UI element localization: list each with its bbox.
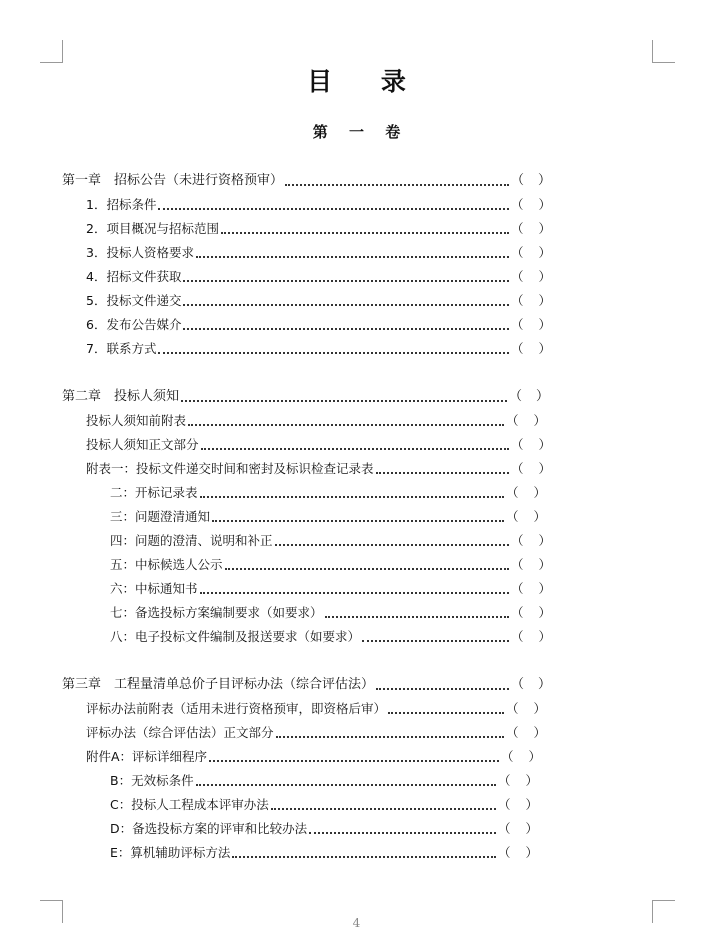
open-paren: （ bbox=[506, 413, 519, 428]
toc-entry[interactable] bbox=[110, 817, 538, 841]
open-paren: （ bbox=[511, 629, 524, 644]
toc-entry-label: C：投标人工程成本评审办法 bbox=[110, 797, 269, 812]
close-paren: ） bbox=[538, 317, 551, 332]
open-paren: （ bbox=[511, 605, 524, 620]
open-paren: （ bbox=[511, 581, 524, 596]
dot-leader bbox=[183, 313, 509, 337]
close-paren: ） bbox=[528, 749, 541, 764]
open-paren: （ bbox=[511, 197, 524, 212]
dot-leader bbox=[232, 841, 496, 865]
toc-entry[interactable] bbox=[86, 289, 551, 313]
open-paren: （ bbox=[511, 173, 525, 188]
toc-entry[interactable] bbox=[86, 745, 541, 769]
close-paren: ） bbox=[538, 245, 551, 260]
page-ref-placeholder bbox=[501, 745, 541, 769]
open-paren: （ bbox=[511, 533, 524, 548]
open-paren: （ bbox=[511, 317, 524, 332]
open-paren: （ bbox=[511, 221, 524, 236]
toc-entry-label: E：算机辅助评标方法 bbox=[110, 845, 231, 860]
open-paren: （ bbox=[506, 509, 519, 524]
toc-entry[interactable] bbox=[110, 625, 551, 649]
page-ref-placeholder bbox=[511, 289, 551, 313]
dot-leader bbox=[196, 241, 509, 265]
open-paren: （ bbox=[511, 557, 524, 572]
open-paren: （ bbox=[498, 821, 511, 836]
open-paren: （ bbox=[506, 725, 519, 740]
page-ref-placeholder bbox=[498, 793, 538, 817]
open-paren: （ bbox=[498, 797, 511, 812]
dot-leader bbox=[209, 745, 499, 769]
toc-entry[interactable] bbox=[86, 697, 546, 721]
toc-entry[interactable] bbox=[110, 793, 538, 817]
open-paren: （ bbox=[506, 701, 519, 716]
page-title: 目 录 bbox=[307, 67, 426, 96]
toc-chapter-entry[interactable] bbox=[62, 385, 549, 409]
dot-leader bbox=[201, 433, 509, 457]
page-ref-placeholder bbox=[506, 505, 546, 529]
dot-leader bbox=[271, 793, 496, 817]
volume-heading: 第 一 卷 bbox=[312, 123, 409, 141]
open-paren: （ bbox=[511, 437, 524, 452]
toc-entry-label: 附表一：投标文件递交时间和密封及标识检查记录表 bbox=[86, 461, 374, 476]
open-paren: （ bbox=[498, 845, 511, 860]
close-paren: ） bbox=[538, 341, 551, 356]
close-paren: ） bbox=[538, 533, 551, 548]
toc-entry-label: 附件A：评标详细程序 bbox=[86, 749, 208, 764]
close-paren: ） bbox=[538, 557, 551, 572]
dot-leader bbox=[158, 337, 509, 361]
toc-entry-label: 5．投标文件递交 bbox=[86, 293, 182, 308]
close-paren: ） bbox=[538, 581, 551, 596]
page-ref-placeholder bbox=[498, 817, 538, 841]
close-paren: ） bbox=[538, 269, 551, 284]
toc-entry[interactable] bbox=[110, 841, 538, 865]
toc-entry[interactable] bbox=[86, 457, 551, 481]
dot-leader bbox=[225, 553, 509, 577]
page-number: 4 bbox=[352, 916, 361, 930]
close-paren: ） bbox=[537, 677, 551, 692]
close-paren: ） bbox=[538, 629, 551, 644]
dot-leader bbox=[388, 697, 504, 721]
toc-entry[interactable] bbox=[86, 433, 551, 457]
toc-entry[interactable] bbox=[110, 529, 551, 553]
toc-entry-label: 七：备选投标方案编制要求（如要求） bbox=[110, 605, 323, 620]
dot-leader bbox=[276, 721, 504, 745]
page-ref-placeholder bbox=[506, 721, 546, 745]
close-paren: ） bbox=[538, 605, 551, 620]
open-paren: （ bbox=[511, 341, 524, 356]
toc-entry-label: 4．招标文件获取 bbox=[86, 269, 182, 284]
page-ref-placeholder bbox=[511, 193, 551, 217]
crop-mark-top-right bbox=[652, 40, 675, 63]
close-paren: ） bbox=[538, 461, 551, 476]
toc-entry-label: 六：中标通知书 bbox=[110, 581, 198, 596]
dot-leader bbox=[212, 505, 504, 529]
page-ref-placeholder bbox=[511, 313, 551, 337]
page-ref-placeholder bbox=[506, 409, 546, 433]
page-ref-placeholder bbox=[509, 385, 549, 409]
page-ref-placeholder bbox=[511, 529, 551, 553]
dot-leader bbox=[285, 169, 509, 193]
open-paren: （ bbox=[511, 461, 524, 476]
open-paren: （ bbox=[511, 677, 525, 692]
page-ref-placeholder bbox=[511, 625, 551, 649]
toc-chapter-entry[interactable] bbox=[62, 673, 551, 697]
page-ref-placeholder bbox=[506, 697, 546, 721]
open-paren: （ bbox=[509, 389, 523, 404]
toc-entry-label: 第一章 招标公告（未进行资格预审） bbox=[62, 173, 284, 188]
page-ref-placeholder bbox=[511, 553, 551, 577]
close-paren: ） bbox=[537, 173, 551, 188]
toc-entry-label: 八：电子投标文件编制及报送要求（如要求） bbox=[110, 629, 361, 644]
dot-leader bbox=[309, 817, 496, 841]
open-paren: （ bbox=[511, 269, 524, 284]
close-paren: ） bbox=[533, 725, 546, 740]
toc-entry-label: 2．项目概况与招标范围 bbox=[86, 221, 219, 236]
toc-entry-label: 第三章 工程量清单总价子目评标办法（综合评估法） bbox=[62, 677, 375, 692]
close-paren: ） bbox=[525, 773, 538, 788]
close-paren: ） bbox=[538, 437, 551, 452]
close-paren: ） bbox=[538, 293, 551, 308]
toc-entry[interactable] bbox=[110, 769, 538, 793]
close-paren: ） bbox=[538, 197, 551, 212]
dot-leader bbox=[196, 769, 496, 793]
close-paren: ） bbox=[525, 797, 538, 812]
toc-entry[interactable] bbox=[86, 193, 551, 217]
toc-entry[interactable] bbox=[86, 217, 551, 241]
open-paren: （ bbox=[511, 293, 524, 308]
close-paren: ） bbox=[533, 485, 546, 500]
toc-entry-label: 二：开标记录表 bbox=[110, 485, 198, 500]
dot-leader bbox=[362, 625, 509, 649]
toc-entry-label: 三：问题澄清通知 bbox=[110, 509, 211, 524]
page-ref-placeholder bbox=[511, 433, 551, 457]
page-ref-placeholder bbox=[511, 337, 551, 361]
toc-entry-label: 第二章 投标人须知 bbox=[62, 389, 180, 404]
toc-entry-label: 投标人须知前附表 bbox=[86, 413, 187, 428]
open-paren: （ bbox=[501, 749, 514, 764]
page-ref-placeholder bbox=[511, 577, 551, 601]
close-paren: ） bbox=[533, 701, 546, 716]
toc-entry[interactable] bbox=[110, 601, 551, 625]
page-ref-placeholder bbox=[511, 169, 551, 193]
toc-entry[interactable] bbox=[86, 409, 546, 433]
toc-entry-label: 6．发布公告媒介 bbox=[86, 317, 182, 332]
page-ref-placeholder bbox=[498, 769, 538, 793]
toc-entry-label: 3．投标人资格要求 bbox=[86, 245, 194, 260]
close-paren: ） bbox=[535, 389, 549, 404]
dot-leader bbox=[376, 673, 509, 697]
toc-entry[interactable] bbox=[110, 553, 551, 577]
toc-entry-label: 投标人须知正文部分 bbox=[86, 437, 199, 452]
toc-entry[interactable] bbox=[110, 481, 546, 505]
toc-entry-label: 五：中标候选人公示 bbox=[110, 557, 223, 572]
open-paren: （ bbox=[506, 485, 519, 500]
dot-leader bbox=[188, 409, 504, 433]
toc-entry[interactable] bbox=[86, 337, 551, 361]
close-paren: ） bbox=[525, 821, 538, 836]
close-paren: ） bbox=[533, 413, 546, 428]
crop-mark-top-left bbox=[40, 40, 63, 63]
open-paren: （ bbox=[498, 773, 511, 788]
dot-leader bbox=[275, 529, 509, 553]
toc-entry-label: 7．联系方式 bbox=[86, 341, 157, 356]
close-paren: ） bbox=[533, 509, 546, 524]
open-paren: （ bbox=[511, 245, 524, 260]
dot-leader bbox=[183, 265, 509, 289]
toc-entry[interactable] bbox=[86, 265, 551, 289]
close-paren: ） bbox=[525, 845, 538, 860]
dot-leader bbox=[221, 217, 509, 241]
toc-entry-label: 1．招标条件 bbox=[86, 197, 157, 212]
dot-leader bbox=[325, 601, 509, 625]
toc-entry-label: 评标办法（综合评估法）正文部分 bbox=[86, 725, 274, 740]
toc-entry-label: 四：问题的澄清、说明和补正 bbox=[110, 533, 273, 548]
toc-entry-label: D：备选投标方案的评审和比较办法 bbox=[110, 821, 308, 836]
toc-entry[interactable] bbox=[86, 721, 546, 745]
page-ref-placeholder bbox=[511, 601, 551, 625]
toc-entry[interactable] bbox=[86, 313, 551, 337]
toc-entry[interactable] bbox=[86, 241, 551, 265]
dot-leader bbox=[200, 577, 509, 601]
close-paren: ） bbox=[538, 221, 551, 236]
toc-entry[interactable] bbox=[110, 505, 546, 529]
dot-leader bbox=[200, 481, 504, 505]
dot-leader bbox=[158, 193, 509, 217]
page-ref-placeholder bbox=[498, 841, 538, 865]
toc-entry-label: 评标办法前附表（适用未进行资格预审，即资格后审） bbox=[86, 701, 387, 716]
toc-chapter-entry[interactable] bbox=[62, 169, 551, 193]
dot-leader bbox=[183, 289, 509, 313]
page-ref-placeholder bbox=[511, 673, 551, 697]
page-ref-placeholder bbox=[511, 217, 551, 241]
toc-entry[interactable] bbox=[110, 577, 551, 601]
dot-leader bbox=[181, 385, 507, 409]
page-ref-placeholder bbox=[506, 481, 546, 505]
toc-entry-label: B：无效标条件 bbox=[110, 773, 194, 788]
page-ref-placeholder bbox=[511, 457, 551, 481]
dot-leader bbox=[376, 457, 509, 481]
page-ref-placeholder bbox=[511, 265, 551, 289]
page-ref-placeholder bbox=[511, 241, 551, 265]
